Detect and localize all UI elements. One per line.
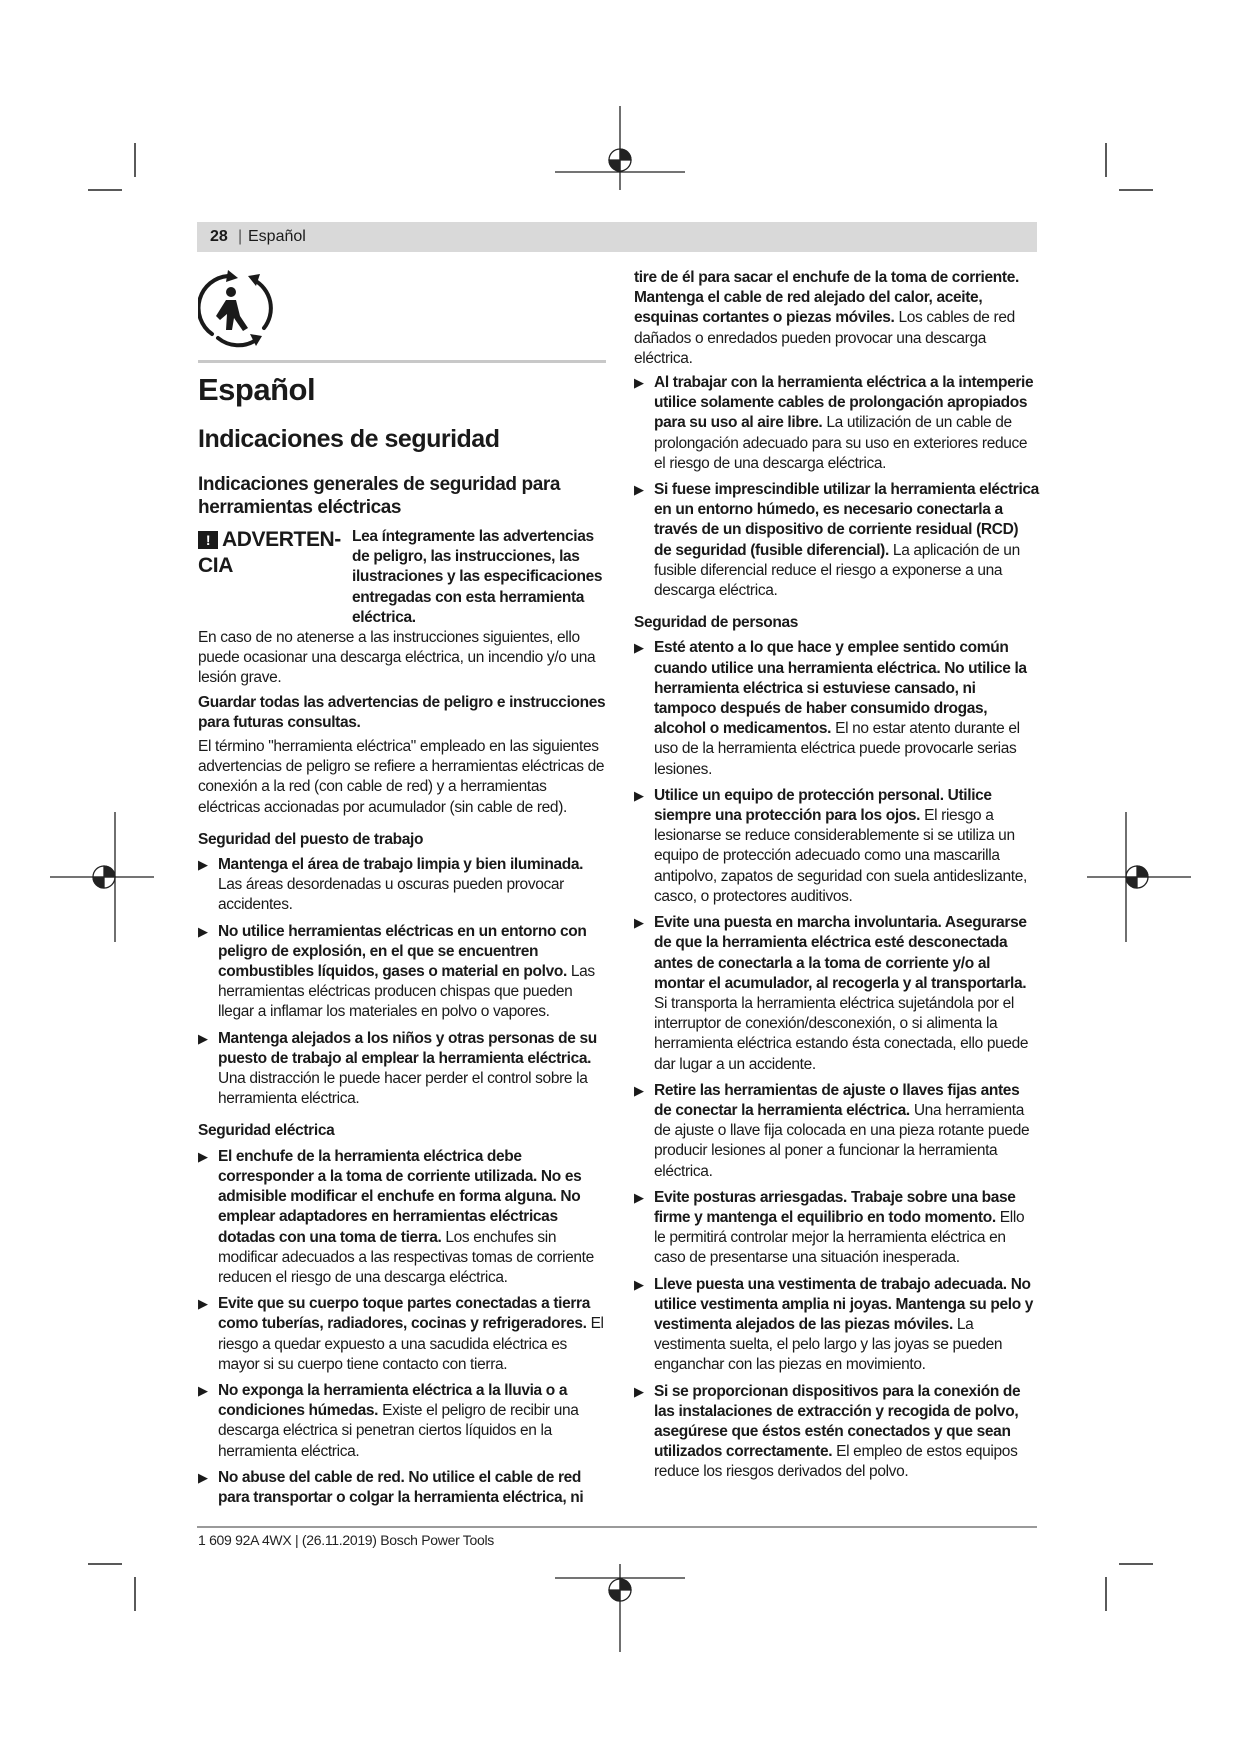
bullet-item: ▶ No utilice herramientas eléctricas en un entorno con peligro de explosión, en el que se encuentren combustibles líquidos, gases o material en polvo. Las herramientas eléctricas producen chispas que pueden llegar a inflamar los materiales en polvo o vapores. [198,922,595,1021]
section-heading: Indicaciones de seguridad [198,425,500,453]
keep-instructions-text: Guardar todas las advertencias de peligro e instrucciones para futuras consultas. [198,693,606,731]
registration-mark-right [1087,812,1191,942]
page-number: 28 [210,228,228,245]
recycle-person-icon [198,268,280,348]
warning-label: ! ADVERTEN-CIA [198,528,341,577]
bullet-item: ▶ Mantenga alejados a los niños y otras personas de su puesto de trabajo al emplear la herramienta eléctrica. Una distracción le puede hacer perder el control sobre la herramienta eléctrica. [198,1029,597,1108]
bullet-item: ▶ No exponga la herramienta eléctrica a la lluvia o a condiciones húmedas. Existe el peligro de recibir una descarga eléctrica si penetran ciertos líquidos en la herramienta eléctrica. [198,1381,579,1460]
bullet-item: ▶ El enchufe de la herramienta eléctrica debe corresponder a la toma de corriente utilizada. No es admisible modificar el enchufe en forma alguna. No emplear adaptadores en herramientas eléctricas dotadas con una toma de tierra. Los enchufes sin modificar adecuados a las respectivas tomas de corriente reducen el riesgo de una descarga eléctrica. [198,1147,594,1286]
header-separator: | [238,228,243,245]
registration-mark-bottom [555,1564,685,1652]
bullet-item: ▶ Evite que su cuerpo toque partes conectadas a tierra como tuberías, radiadores, cocinas y refrigeradores. El riesgo a quedar expuesto a una sacudida eléctrica es mayor si su cuerpo tiene contacto con tierra. [198,1295,604,1373]
section-divider [198,360,606,363]
bullet-item: ▶ Lleve puesta una vestimenta de trabajo adecuada. No utilice vestimenta amplia ni joyas. Mantenga su pelo y vestimenta alejados de las piezas móviles. La vestimenta suelta, el pelo largo y las joyas se pueden enganchar con las piezas en movimiento. [634,1275,1034,1374]
footer-text: 1 609 92A 4WX | (26.11.2019) Bosch Power Tools [198,1532,494,1548]
warning-triangle-icon: ! [198,531,218,549]
footer-rule [197,1526,1037,1528]
warning-lead-text: Lea íntegramente las advertencias de peligro, las instrucciones, las ilustraciones y las especificaciones entregadas con esta herramienta eléctrica. [352,528,603,626]
right-column [634,268,1039,1489]
page-header [197,222,1037,252]
recycling-logo [198,268,606,350]
bullet-item: ▶ Evite posturas arriesgadas. Trabaje sobre una base firme y mantenga el equilibrio en todo momento. Ello le permitirá controlar mejor la herramienta eléctrica en caso de presentarse una situación inesperada. [634,1188,1025,1267]
term-paragraph: El término "herramienta eléctrica" empleado en las siguientes advertencias de peligro se refiere a herramientas eléctricas de conexión a la red (con cable de red) y a herramientas eléctricas accionadas por acumulador (sin cable de red). [198,738,605,816]
continuation-paragraph: tire de él para sacar el enchufe de la toma de corriente. Mantenga el cable de red alejado del calor, aceite, esquinas cortantes o piezas móviles. Los cables de red dañados o enredados pueden provocar una descarga eléctrica. [634,269,1019,367]
header-language: Español [248,228,306,245]
subsection-heading: Indicaciones generales de seguridad para herramientas eléctricas [198,474,561,518]
warning-block [198,527,606,628]
personal-safety-title: Seguridad de personas [634,614,799,632]
bullet-item: ▶ Retire las herramientas de ajuste o llaves fijas antes de conectar la herramienta eléctrica. Una herramienta de ajuste o llave fija colocada en una pieza rotante puede producir lesiones al poner a funcionar la herramienta eléctrica. [634,1081,1030,1180]
bullet-item: ▶ Si fuese imprescindible utilizar la herramienta eléctrica en un entorno húmedo, es necesario conectarla a través de un dispositivo de corriente residual (RCD) de seguridad (fusible diferencial). La aplicación de un fusible diferencial reduce el riesgo a exponerse a una descarga eléctrica. [634,481,1039,600]
registration-mark-top [555,106,685,190]
bullet-item: ▶ Mantenga el área de trabajo limpia y bien iluminada. Las áreas desordenadas u oscuras pueden provocar accidentes. [198,856,584,914]
bullet-item: ▶ No abuse del cable de red. No utilice el cable de red para transportar o colgar la herramienta eléctrica, ni [198,1468,584,1506]
page-title: Español [198,372,316,407]
bullet-item: ▶ Esté atento a lo que hace y emplee sentido común cuando utilice una herramienta eléctrica. No utilice la herramienta eléctrica si estuviese cansado, ni tampoco después de haber consumido drogas, alcohol o medicamentos. El no estar atento durante el uso de la herramienta eléctrica puede provocarle serias lesiones. [634,639,1027,778]
bullet-item: ▶ Si se proporcionan dispositivos para la conexión de las instalaciones de extracción y recogida de polvo, asegúrese que éstos estén conectados y que sean utilizados correctamente. El empleo de estos equipos reduce los riesgos derivados del polvo. [634,1382,1021,1481]
left-column [198,268,606,1514]
registration-mark-left [50,812,154,942]
bullet-item: ▶ Evite una puesta en marcha involuntaria. Asegurarse de que la herramienta eléctrica esté desconectada antes de conectarla a la toma de corriente y/o al montar el acumulador, al recogerla y al transportarla. Si transporta la herramienta eléctrica sujetándola por el interruptor de conexión/desconexión, o si alimenta la herramienta eléctrica estando ésta conectada, ello puede dar lugar a un accidente. [634,914,1029,1073]
warning-consequence-text: En caso de no atenerse a las instrucciones siguientes, ello puede ocasionar una descarga eléctrica, un incendio y/o una lesión grave. [198,629,596,687]
bullet-item: ▶ Al trabajar con la herramienta eléctrica a la intemperie utilice solamente cables de prolongación apropiados para su uso al aire libre. La utilización de un cable de prolongación adecuado para su uso en exteriores reduce el riesgo de una descarga eléctrica. [634,374,1034,472]
bullet-item: ▶ Utilice un equipo de protección personal. Utilice siempre una protección para los ojos. El riesgo a lesionarse se reduce considerablemente si se utiliza un equipo de protección adecuado como una mascarilla antipolvo, zapatos de seguridad con suela antideslizante, casco, o protectores auditivos. [634,786,1027,905]
workplace-safety-title: Seguridad del puesto de trabajo [198,830,424,848]
electrical-safety-title: Seguridad eléctrica [198,1122,335,1140]
